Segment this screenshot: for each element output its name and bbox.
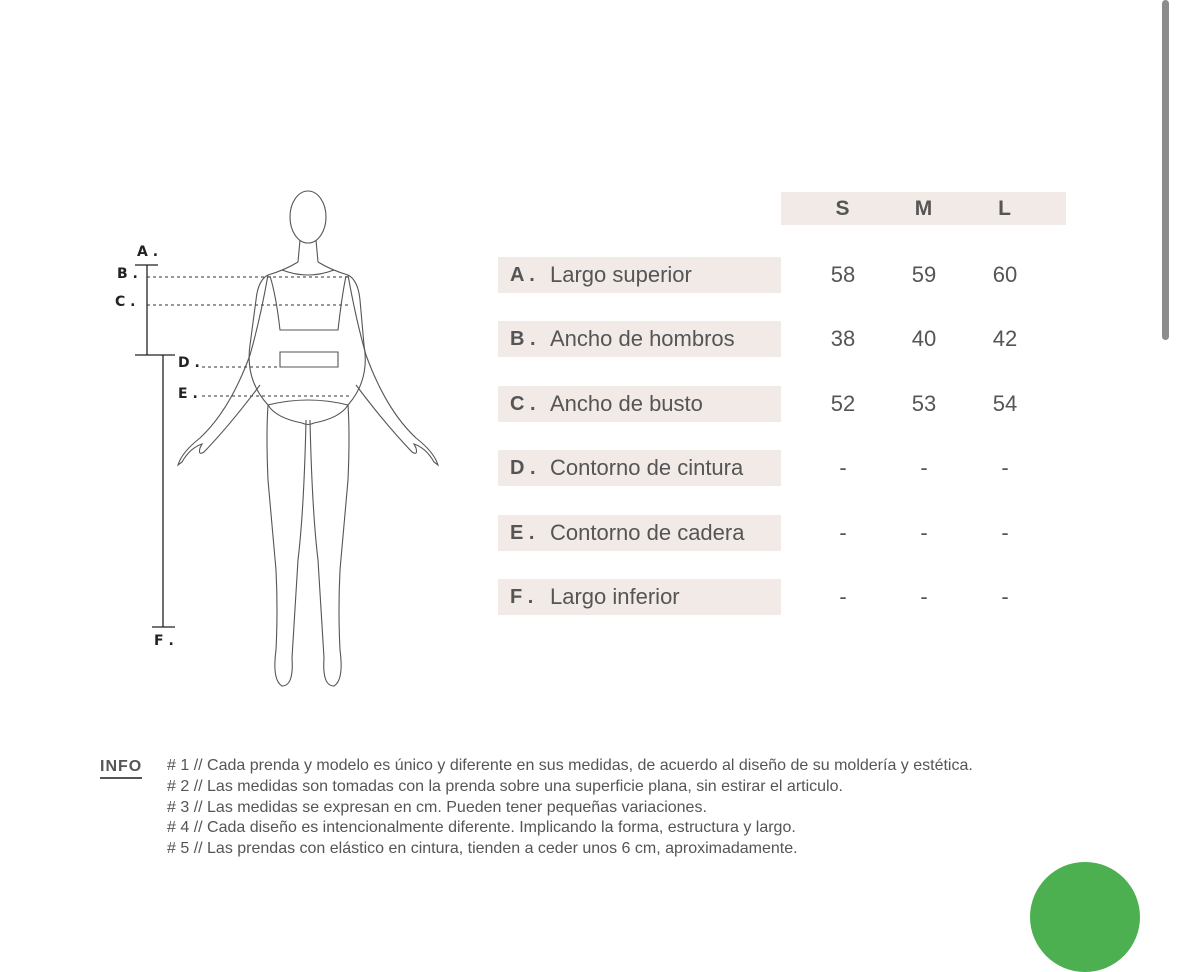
size-header xyxy=(781,192,1066,225)
measurement-figure xyxy=(100,180,460,700)
value-m: - xyxy=(920,520,928,545)
row-label xyxy=(498,579,781,615)
row-name: Ancho de hombros xyxy=(550,326,735,351)
value-l: - xyxy=(1001,520,1009,545)
figure-label-b: B . xyxy=(117,266,138,282)
chat-button[interactable] xyxy=(1030,862,1140,972)
value-s: 58 xyxy=(830,262,856,287)
mannequin-illustration xyxy=(100,180,460,700)
row-letter: A . xyxy=(510,263,535,286)
measurement-row-e xyxy=(498,515,1058,551)
row-letter: F . xyxy=(510,585,534,608)
size-s-header: S xyxy=(835,196,850,220)
row-letter: C . xyxy=(510,392,536,415)
row-name: Largo inferior xyxy=(550,584,680,609)
row-name: Ancho de busto xyxy=(550,391,703,416)
value-l: 60 xyxy=(992,262,1018,287)
row-name: Contorno de cintura xyxy=(550,455,744,480)
figure-label-a: A . xyxy=(137,244,159,260)
value-m: 40 xyxy=(911,326,937,351)
value-s: 52 xyxy=(830,391,856,416)
value-s: - xyxy=(839,520,847,545)
value-s: - xyxy=(839,584,847,609)
info-note: # 3 // Las medidas se expresan en cm. Pueden tener pequeñas variaciones. xyxy=(167,798,707,816)
row-letter: D . xyxy=(510,456,536,479)
figure-label-f: F . xyxy=(154,633,174,649)
measurement-row-f xyxy=(498,579,1058,615)
row-label xyxy=(498,515,781,551)
figure-label-d: D . xyxy=(178,355,200,371)
row-name: Largo superior xyxy=(550,262,692,287)
value-m: - xyxy=(920,584,928,609)
measurement-row-b xyxy=(498,321,1058,357)
size-m-header: M xyxy=(914,196,933,220)
value-l: - xyxy=(1001,584,1009,609)
info-note: # 4 // Cada diseño es intencionalmente diferente. Implicando la forma, estructura y largo. xyxy=(167,819,796,837)
row-letter: B . xyxy=(510,327,536,350)
value-l: - xyxy=(1001,455,1009,480)
measurement-row-d xyxy=(498,450,1058,486)
row-label xyxy=(498,257,781,293)
info-note: # 1 // Cada prenda y modelo es único y diferente en sus medidas, de acuerdo al diseño de su moldería y estética. xyxy=(167,757,973,774)
value-m: 59 xyxy=(911,262,937,287)
value-l: 42 xyxy=(992,326,1018,351)
info-note: # 5 // Las prendas con elástico en cintura, tienden a ceder unos 6 cm, aproximadamente. xyxy=(167,840,798,858)
value-l: 54 xyxy=(992,391,1018,416)
row-label xyxy=(498,321,781,357)
measurement-row-c xyxy=(498,386,1058,422)
info-notes xyxy=(167,756,973,860)
size-l-header: L xyxy=(998,196,1011,220)
info-note: # 2 // Las medidas son tomadas con la prenda sobre una superficie plana, sin estirar el articulo. xyxy=(167,777,843,795)
measurement-row-a xyxy=(498,257,1058,293)
value-s: 38 xyxy=(830,326,856,351)
value-s: - xyxy=(839,455,847,480)
info-tag: INFO xyxy=(100,758,142,779)
value-m: 53 xyxy=(911,391,937,416)
row-label xyxy=(498,386,781,422)
figure-label-c: C . xyxy=(115,294,136,310)
row-letter: E . xyxy=(510,521,535,544)
scrollbar[interactable] xyxy=(1162,0,1169,340)
row-name: Contorno de cadera xyxy=(550,520,745,545)
value-m: - xyxy=(920,455,928,480)
row-label xyxy=(498,450,781,486)
figure-label-e: E . xyxy=(178,386,198,402)
